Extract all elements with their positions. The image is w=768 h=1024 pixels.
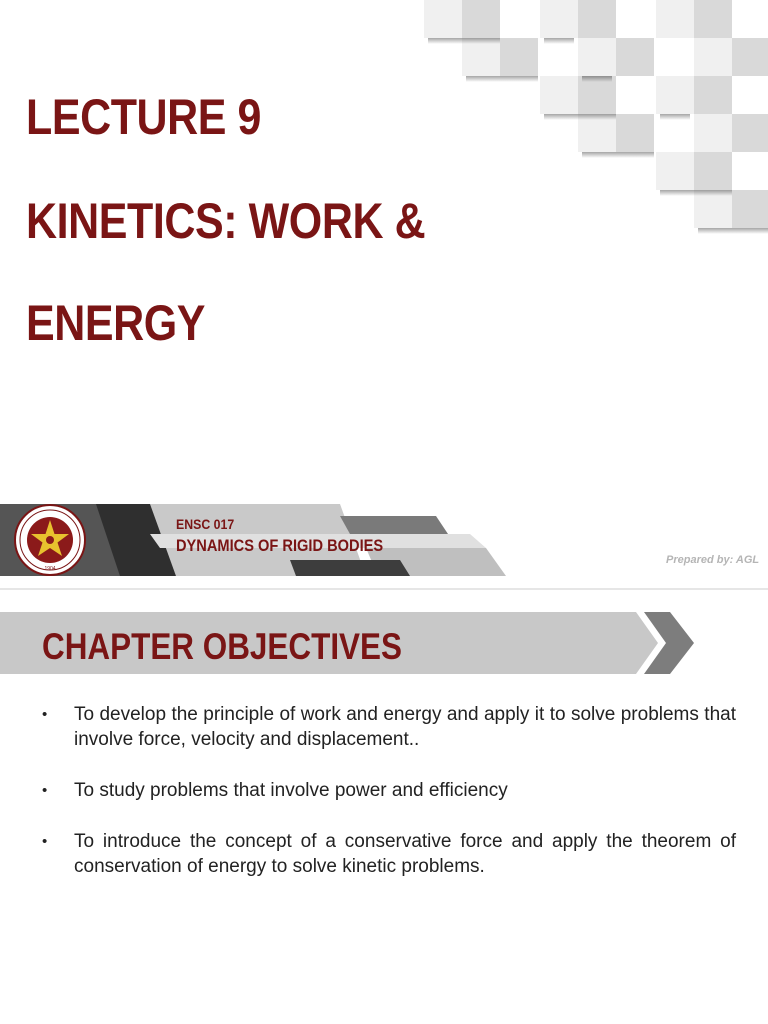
objective-text: To develop the principle of work and energy and apply it to solve problems that involve force, velocity and displacement.. — [74, 704, 736, 750]
list-item — [40, 829, 736, 879]
bullet-dot: • — [42, 833, 48, 850]
chapter-objectives-heading: CHAPTER OBJECTIVES — [42, 626, 402, 667]
objective-text: To introduce the concept of a conservative force and apply the theorem of conservation of energy to solve kinetic problems. — [74, 831, 736, 877]
tile-group — [424, 0, 768, 234]
objectives-list — [40, 702, 736, 905]
university-seal-icon — [14, 504, 86, 576]
course-code: ENSC 017 — [176, 516, 235, 532]
lecture-title-line-3: ENERGY — [26, 295, 206, 351]
objective-text: To study problems that involve power and efficiency — [74, 780, 508, 801]
bullet-dot: • — [42, 782, 48, 799]
list-item — [40, 702, 736, 752]
objectives-slide — [0, 590, 768, 1024]
list-item — [40, 778, 736, 803]
course-name: DYNAMICS OF RIGID BODIES — [176, 536, 384, 555]
lecture-title-line-1: LECTURE 9 — [26, 89, 262, 145]
prepared-by: Prepared by: AGL — [666, 554, 760, 566]
bullet-dot: • — [42, 706, 48, 723]
seal-year: 1904 — [44, 566, 56, 572]
lecture-title-line-2: KINETICS: WORK & — [26, 193, 426, 249]
